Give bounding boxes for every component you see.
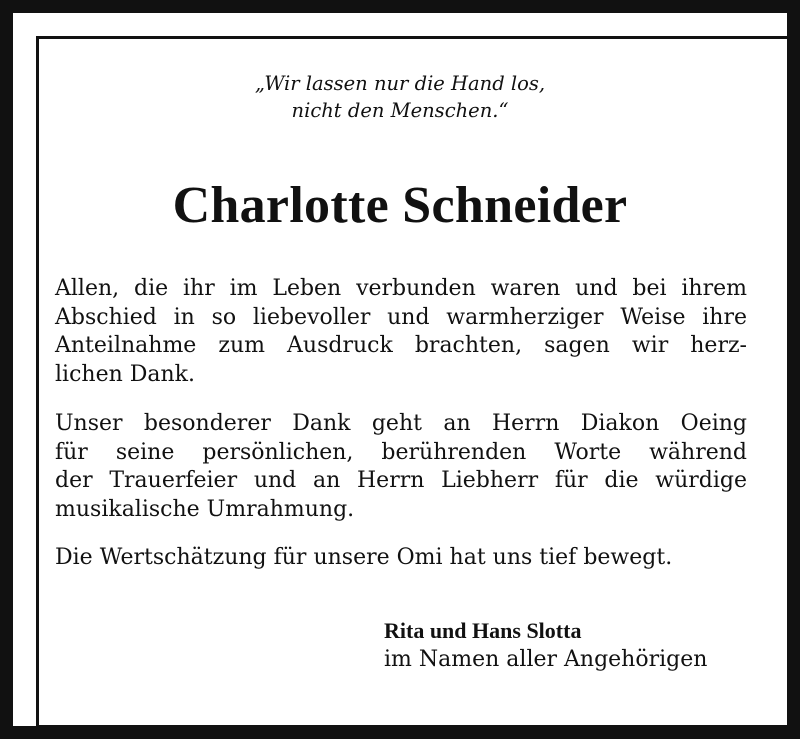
signature-names: Rita und Hans Slotta — [384, 618, 582, 643]
quote-line-1: „Wir lassen nur die Hand los, — [254, 72, 546, 95]
paragraph-line: Allen, die ihr im Leben verbunden waren und bei ihrem — [55, 276, 747, 301]
paragraph-line: Anteilnahme zum Ausdruck brachten, sagen wir herz- — [55, 333, 747, 358]
signature-block — [384, 616, 707, 674]
paragraph-thanks — [55, 275, 747, 389]
paragraph-line: Die Wertschätzung für unsere Omi hat uns tief bewegt. — [55, 545, 673, 570]
paragraph-line: für seine persönlichen, berührenden Worte während — [55, 439, 747, 465]
paragraph-line: musikalische Umrahmung. — [55, 496, 355, 522]
quote-line-2: nicht den Menschen.“ — [291, 99, 509, 122]
paragraph-closing — [55, 544, 747, 573]
paragraph-line: lichen Dank. — [55, 361, 195, 387]
signature-subline: im Namen aller Angehörigen — [384, 647, 708, 672]
paragraph-line: der Trauerfeier und an Herrn Liebherr für die würdige — [55, 468, 747, 493]
paragraph-line: Abschied in so liebevoller und warmherziger Weise ihre — [55, 304, 747, 330]
paragraph-line: Unser besonderer Dank geht an Herrn Diakon Oeing — [55, 411, 747, 436]
paragraph-special-thanks — [55, 410, 747, 524]
deceased-name: Charlotte Schneider — [172, 177, 628, 234]
